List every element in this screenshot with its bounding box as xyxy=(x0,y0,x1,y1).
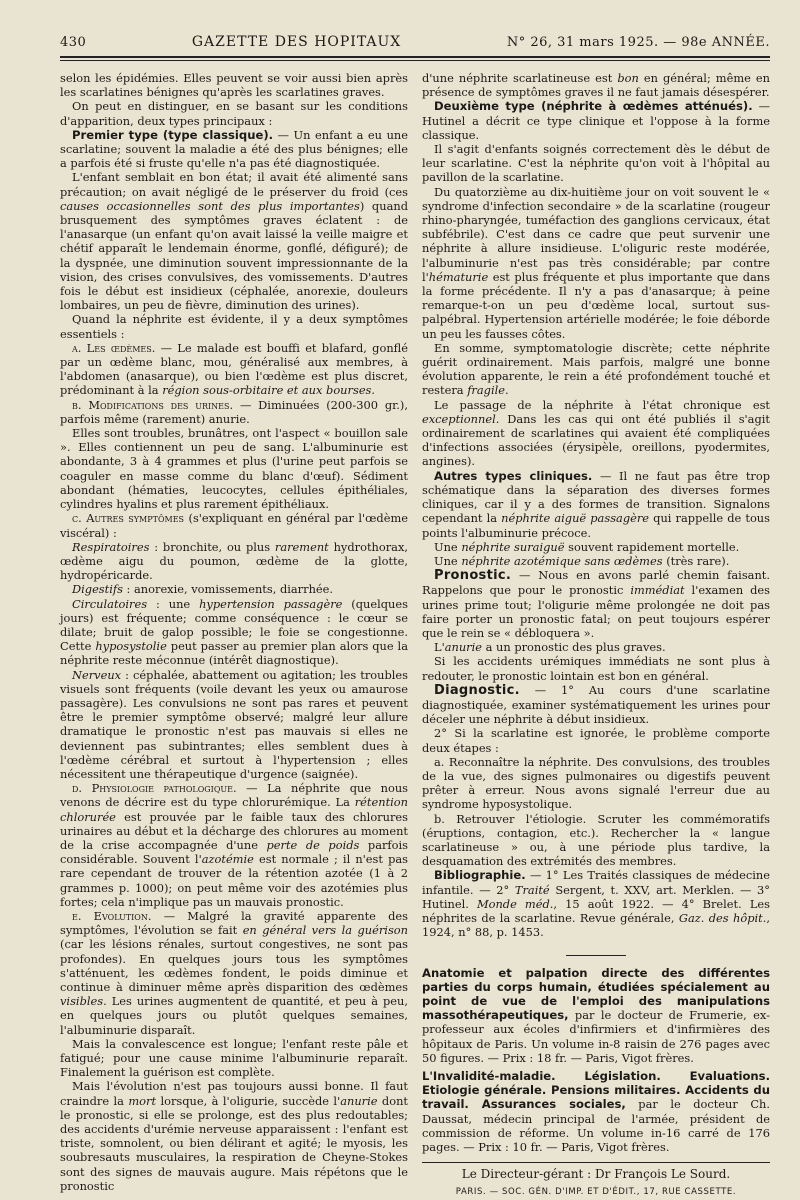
text-run: souvent rapidement mortelle. xyxy=(564,539,740,554)
text-run: Si les accidents urémiques immédiats ne sont plus à redouter, le pronostic lointain est bon en général. xyxy=(422,654,770,683)
paragraph xyxy=(422,469,770,540)
paragraph xyxy=(422,640,770,654)
section-heading: Autres types cliniques. xyxy=(434,468,593,483)
text-run: — 1° Les Traités classiques de médecine infantile. — 2° xyxy=(422,868,770,897)
director-line: Le Directeur-gérant : Dr François Le Sourd. xyxy=(461,1167,731,1182)
section-heading: Deuxième type (néphrite à œdèmes atténués). xyxy=(434,99,753,114)
paragraph xyxy=(60,312,408,340)
text-run: Le passage de la néphrite à l'état chronique est xyxy=(434,397,770,412)
text-run: perte de poids xyxy=(266,837,360,852)
text-run: rétention chlorurée xyxy=(60,795,408,824)
text-run: causes occasionnelles sont des plus importantes xyxy=(60,198,360,213)
text-run: en général vers la guérison xyxy=(242,923,408,938)
left-column xyxy=(60,71,408,1200)
text-run: néphrite aiguë passagère xyxy=(501,511,650,526)
text-run: ) quand brusquement des symptômes graves éclatent : de l'anasarque (un enfant qu'on avait laissé la veille maigre et chétif apparaît le lendemain énorme, gonflé, défiguré); de la dyspnée, une diminution souvent impressionnante de la vision, des crises convulsives, des vomissements. D'autres fois le début est insidieux (céphalée, anorexie, douleurs lombaires, un peu de fièvre, diminution des urines). xyxy=(60,198,408,313)
text-run: néphrite suraiguë xyxy=(461,539,565,554)
text-run: On peut en distinguer, en se basant sur les conditions d'apparition, deux types principaux : xyxy=(60,99,408,128)
subheading: b. Modifications des urines. xyxy=(72,397,234,412)
text-run: 2° Si la scarlatine est ignorée, le problème comporte deux étapes : xyxy=(422,726,770,755)
text-run: selon les épidémies. Elles peuvent se voir aussi bien après les scarlatines bénignes qu'après les scarlatines graves. xyxy=(60,71,408,100)
text-run: . xyxy=(505,383,509,398)
text-run: — Nous en avons parlé chemin faisant. Rappelons que pour le pronostic xyxy=(422,568,770,598)
journal-title: GAZETTE DES HOPITAUX xyxy=(191,34,402,50)
text-run: Digestifs xyxy=(72,582,123,597)
text-run: exceptionnel xyxy=(422,411,496,426)
text-run: lorsque, à l'oligurie, succède l' xyxy=(156,1093,341,1108)
text-run: (quelques jours) est fréquente; comme conséquence : le cœur se dilate; bruit de galop possible; le foie se congestionne. Cette xyxy=(60,596,408,654)
paragraph xyxy=(422,568,770,640)
paragraph xyxy=(60,128,408,171)
text-run: parfois considérable. Souvent l' xyxy=(60,837,408,867)
text-run: . Dans les cas qui ont été publiés il s'agit ordinairement de scarlatines qui avaient été compliquées d'infections associées (érysipèle, oreillons, pyodermites, angines). xyxy=(422,411,770,469)
text-run: d'une néphrite scarlatineuse est xyxy=(422,71,618,85)
text-run: Une xyxy=(434,539,462,554)
subheading: a. Les œdèmes. xyxy=(72,340,156,355)
subheading: c. Autres symptômes xyxy=(72,511,185,526)
paragraph xyxy=(422,755,770,812)
paragraph xyxy=(422,683,770,727)
text-run: Circulatoires xyxy=(72,596,148,611)
text-run: Sergent, t. XXV, art. Merklen. — 3° Hutinel. xyxy=(422,882,770,911)
text-run: Une xyxy=(434,553,462,568)
paragraph xyxy=(60,426,408,511)
paragraph xyxy=(60,668,408,782)
text-run: qui rappelle de tous points l'albuminurie précoce. xyxy=(422,511,770,540)
paragraph xyxy=(422,99,770,142)
section-separator xyxy=(422,945,770,959)
issue-info: N° 26, 31 mars 1925. — 98e ANNÉE. xyxy=(506,35,770,50)
text-run: hématurie xyxy=(428,269,489,284)
paragraph xyxy=(60,170,408,312)
text-run: Du quatorzième au dix-huitième jour on voit souvent le « syndrome d'infection secondaire » de la scarlatine (rougeur rhino-pharyngée, tuméfaction des ganglions cervicaux, état subfébrile). C'est dans ce cadre que peut survenir une néphrite à allure insidieuse. L'oliguric reste modérée, l'albuminurie n'est pas très considérable; par contre l' xyxy=(422,184,770,284)
paragraph xyxy=(422,71,770,99)
text-run: en général; même en présence de symptômes graves il ne faut jamais désespérer. xyxy=(422,71,770,100)
text-run: l'examen des urines prime tout; l'oligurie même prolongée ne doit pas faire porter un pronostic fatal; on peut toujours espérer que le rein se « débloquera ». xyxy=(422,583,770,640)
subheading: e. Evolution. xyxy=(72,908,152,923)
text-run: Nerveux xyxy=(72,667,122,682)
text-run: fragile xyxy=(467,383,505,398)
paragraph xyxy=(60,781,408,909)
footer-rule xyxy=(422,1162,770,1163)
text-run: anurie xyxy=(340,1093,378,1108)
text-run: visibles xyxy=(60,994,104,1009)
text-run: immédiat xyxy=(630,583,685,598)
paragraph xyxy=(60,582,408,596)
header-rule-thin xyxy=(60,60,770,61)
book-notice xyxy=(422,1069,770,1154)
text-run: est prouvée par le faible taux des chlorures urinaires au début et la décharge des chlorures au moment de la crise accompagnée d'une xyxy=(60,809,408,852)
text-run: L'enfant semblait en bon état; il avait été alimenté sans précaution; on avait négligé de le préserver du froid (ces xyxy=(60,170,408,199)
text-run: azotémie xyxy=(201,852,254,867)
paragraph xyxy=(422,398,770,469)
section-heading: Bibliographie. xyxy=(434,868,526,883)
subheading: d. Physiologie pathologique. xyxy=(72,781,237,796)
text-run: — Diminuées (200-300 gr.), parfois même (rarement) anurie. xyxy=(60,397,408,426)
text-run: : céphalée, abattement ou agitation; les troubles visuels sont fréquents (voile devant les yeux ou amaurose passagère). Les convulsions ne sont pas rares et peuvent être le premier symptôme observé; malgré leur allure dramatique le pronostic n'est pas mauvais si elles ne deviennent pas subintrantes; elles semblent dues à l'œdème cérébral et surtout à l'hypertension ; elles nécessitent une thérapeutique d'urgence (saignée). xyxy=(60,667,408,781)
text-run: rarement xyxy=(274,539,329,554)
text-run: dont le pronostic, si elle se prolonge, est des plus redoutables; des accidents d'urémie nerveuse apparaissent : l'enfant est triste, somnolent, ou bien délirant et agité; le myosis, les soubresauts musculaires, la respiration de Cheyne-Stokes sont des signes de mauvais augure. Mais répétons que le pronostic xyxy=(60,1093,408,1193)
text-run: Gaz. des hôpit. xyxy=(678,910,767,925)
book-title: L'Invalidité-maladie. Législation. Evaluations. Etiologie générale. Pensions militaires. Accidents du travail. Assurances sociales, xyxy=(422,1069,770,1112)
text-run: hypertension passagère xyxy=(199,596,343,611)
text-run: : bronchite, ou plus xyxy=(149,539,275,554)
text-run: peut passer au premier plan alors que la néphrite reste méconnue (intérêt diagnostique). xyxy=(60,639,408,668)
text-run: , 1924, n° 88, p. 1453. xyxy=(422,910,770,940)
text-run: par le docteur Ch. Daussat, médecin principal de l'armée, président de commission de réforme. Un volume in-16 carré de 176 pages. — Prix : 10 fr. — Paris, Vigot frères. xyxy=(422,1097,771,1155)
paragraph xyxy=(60,540,408,583)
text-run: — 1° Au cours d'une scarlatine diagnostiquée, examiner systématiquement les urines pour déceler une néphrite à début insidieux. xyxy=(422,682,770,727)
text-run: a un pronostic des plus graves. xyxy=(482,640,666,655)
text-run: hyposystolie xyxy=(95,639,167,654)
paragraph xyxy=(422,554,770,568)
text-run: est plus fréquente et plus importante que dans la forme précédente. Il n'y a pas d'anasarque; à peine remarque-t-on un peu d'œdème local, surtout sus-palpébral. Hypertension artérielle modérée; le foie déborde un peu les fausses côtes. xyxy=(422,269,770,341)
paragraph xyxy=(60,909,408,1037)
page-number: 430 xyxy=(60,35,87,50)
book-notice xyxy=(422,966,770,1065)
text-run: — Il ne faut pas être trop schématique dans la séparation des diverses formes cliniques, car il y a des formes de transition. Signalons cependant la xyxy=(422,468,770,526)
text-run: anurie xyxy=(444,640,482,655)
text-run: Elles sont troubles, brunâtres, ont l'aspect « bouillon sale ». Elles contiennent un peu de sang. L'albuminurie est abondante, 3 à 4 grammes et plus (l'urine peut parfois se coaguler en masse comme du blanc d'œuf). Sédiment abondant (hématies, leucocytes, cellules épithéliales, cylindres hyalins et plus rarement épithéliaux. xyxy=(60,426,408,512)
text-run: Monde méd. xyxy=(476,896,554,911)
text-run: Quand la néphrite est évidente, il y a deux symptômes essentiels : xyxy=(60,312,408,341)
paragraph xyxy=(422,812,770,869)
header-rule xyxy=(60,56,770,58)
text-run: En somme, symptomatologie discrète; cette néphrite guérit ordinairement. Mais parfois, malgré une bonne évolution apparente, le rein a été profondément touché et restera xyxy=(422,340,770,398)
text-run: : anorexie, vomissements, diarrhée. xyxy=(122,582,334,597)
paragraph xyxy=(60,398,408,426)
printer-line: PARIS. — SOC. GÉN. D'IMP. ET D'ÉDIT., 17, RUE CASSETTE. xyxy=(455,1187,737,1198)
paragraph xyxy=(60,511,408,539)
paragraph xyxy=(60,71,408,99)
text-run: , 15 août 1922. — 4° Brelet. Les néphrites de la scarlatine. Revue générale, xyxy=(422,896,770,925)
section-heading: Diagnostic. xyxy=(434,682,520,698)
text-run: néphrite azotémique sans œdèmes xyxy=(461,553,663,568)
text-run: — Un enfant a eu une scarlatine; souvent la maladie a été des plus bénignes; elle a parfois été si fruste qu'elle n'a pas été diagnostiquée. xyxy=(60,127,408,171)
text-run: b. Retrouver l'étiologie. Scruter les commémoratifs (éruptions, contagion, etc.). Rechercher la « langue scarlatineuse » ou, à une période plus tardive, la desquamation des extrémités des membres. xyxy=(422,811,770,869)
text-run: — Hutinel a décrit ce type clinique et l'oppose à la forme classique. xyxy=(422,99,770,142)
text-run: mort xyxy=(128,1093,157,1108)
paragraph xyxy=(60,99,408,127)
text-run: (très rare). xyxy=(662,553,730,568)
text-run: bon xyxy=(617,71,639,85)
paragraph xyxy=(422,726,770,754)
text-run: L' xyxy=(434,640,445,655)
paragraph xyxy=(60,1037,408,1080)
paragraph xyxy=(60,597,408,668)
text-run: Mais l'évolution n'est pas toujours aussi bonne. Il faut craindre la xyxy=(60,1079,408,1108)
text-run: — Malgré la gravité apparente des symptômes, l'évolution se fait xyxy=(60,908,408,938)
page-header xyxy=(60,34,770,50)
text-run: — Le malade est bouffi et blafard, gonflé par un œdème blanc, mou, généralisé aux membres, à l'abdomen (anasarque), ou bien l'œdème est plus discret, prédominant à la xyxy=(60,340,408,398)
text-run: par le docteur de Frumerie, ex-professeur aux écoles d'infirmiers et d'infirmières des hôpitaux de Paris. Un volume in-8 raisin de 276 pages avec 50 figures. — Prix : 18 fr. — Paris, Vigot frères. xyxy=(422,1008,770,1065)
paragraph xyxy=(422,654,770,682)
text-run: (s'expliquant en général par l'œdème viscéral) : xyxy=(60,511,409,540)
text-run: Traité xyxy=(514,882,550,897)
paragraph xyxy=(422,185,770,341)
text-run: : une xyxy=(147,596,200,611)
article-columns xyxy=(60,71,770,1200)
text-run: Il s'agit d'enfants soignés correctement dès le début de leur scarlatine. C'est la néphrite qu'on voit à l'hôpital au pavillon de la scarlatine. xyxy=(422,142,770,185)
book-title: Anatomie et palpation directe des différentes parties du corps humain, étudiées spécialement au point de vue de l'emploi des manipulations massothérapeutiques, xyxy=(422,965,770,1023)
paragraph xyxy=(422,341,770,398)
text-run: — La néphrite que nous venons de décrire est du type chlorurémique. La xyxy=(60,781,408,810)
paragraph xyxy=(60,1079,408,1193)
text-run: hydrothorax, œdème aigu du poumon, œdème de la glotte, hydropéricarde. xyxy=(60,539,408,583)
paragraph xyxy=(422,142,770,185)
text-run: (car les lésions rénales, surtout congestives, ne sont pas profondes). En quelques jours tous les symptômes s'atténuent, les œdèmes fondent, le poids diminue et continue à diminuer même après disparition des œdèmes xyxy=(60,937,408,994)
paragraph xyxy=(422,868,770,939)
paragraph xyxy=(60,341,408,398)
text-run: Respiratoires xyxy=(72,539,150,554)
text-run: a. Reconnaître la néphrite. Des convulsions, des troubles de la vue, des signes pulmonaires ou digestifs peuvent prêter à erreur. Nous avons signalé l'erreur due au syndrome hyposystolique. xyxy=(422,754,770,812)
section-heading: Pronostic. xyxy=(434,568,512,584)
paragraph xyxy=(422,540,770,554)
text-run: région sous-orbitaire et aux bourses. xyxy=(162,383,376,398)
text-run: . Les urines augmentent de quantité, et peu à peu, en quelques jours ou plutôt quelques semaines, l'albuminurie disparaît. xyxy=(60,994,408,1037)
text-run: est normale ; il n'est pas rare cependant de trouver de la rétention azotée (1 à 2 grammes p. 1000); on peut même voir des azotémies plus fortes; cela n'implique pas un mauvais pronostic. xyxy=(60,852,409,909)
section-heading: Premier type (type classique). xyxy=(72,127,274,142)
right-column xyxy=(422,71,770,1200)
text-run: Mais la convalescence est longue; l'enfant reste pâle et fatigué; pour une cause minime l'albuminurie reparaît. Finalement la guérison est complète. xyxy=(60,1036,408,1080)
